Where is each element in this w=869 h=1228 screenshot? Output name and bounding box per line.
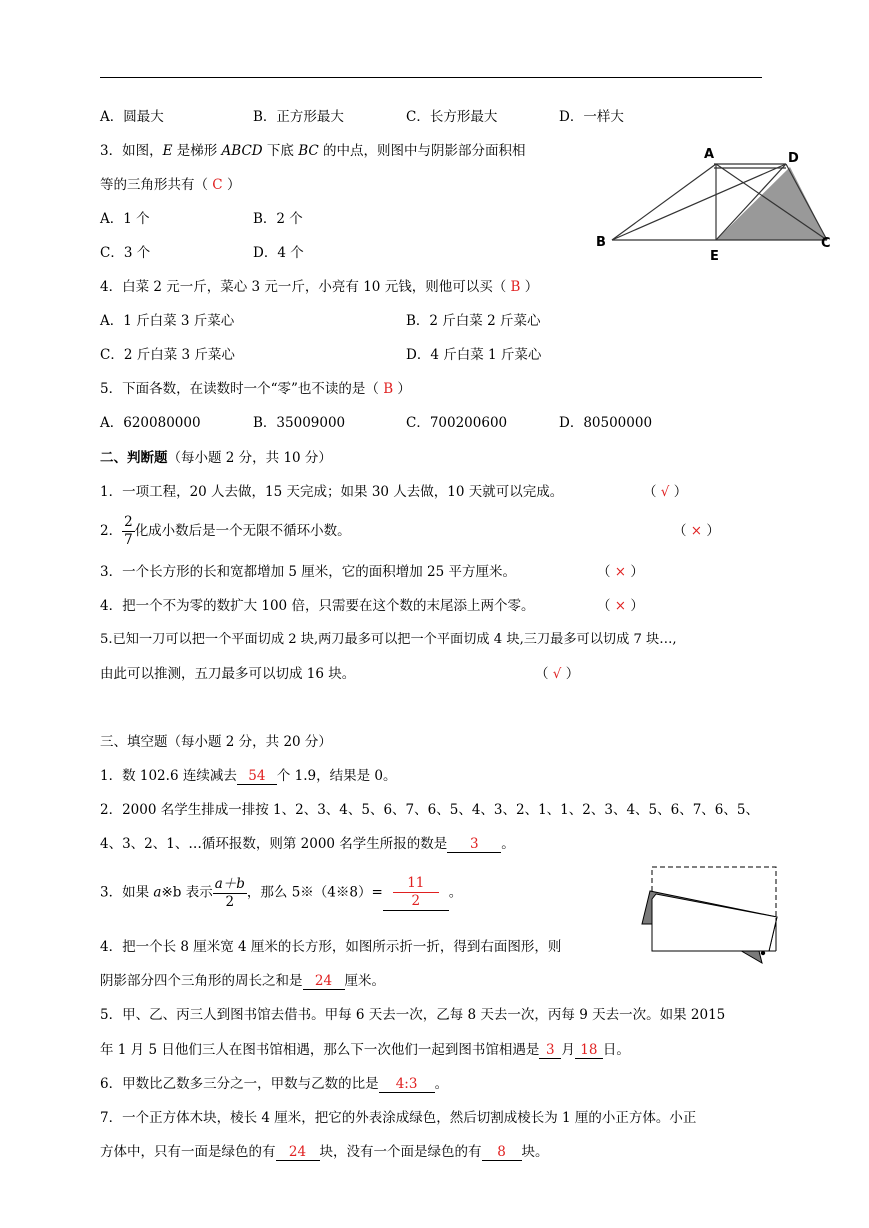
fill-text: 3．如果 xyxy=(100,884,154,901)
fill-item-5-line2 xyxy=(100,1041,630,1059)
fill-text: 6．甲数比乙数多三分之一，甲数与乙数的比是 xyxy=(100,1076,379,1092)
paren-open: （ xyxy=(673,523,687,539)
judge-text: 1．一项工程，20 人去做，15 天完成；如果 30 人去做，10 天就可以完成。 xyxy=(100,484,564,500)
q5-option-d: D．80500000 xyxy=(559,415,653,431)
judge-item-5-line2 xyxy=(100,665,355,683)
paren-close: ） xyxy=(565,666,580,682)
fill-text: 个 1.9，结果是 0。 xyxy=(276,768,397,784)
fill-answer: 54 xyxy=(237,768,277,785)
fold-point xyxy=(761,951,765,955)
frac-num: 2 xyxy=(124,514,133,530)
option-d: D．一样大 xyxy=(559,109,624,125)
q4-answer: B xyxy=(510,279,521,295)
fill-item-7-line2 xyxy=(100,1143,549,1161)
fill-item-2: 2．2000 名学生排成一排按 1、2、3、4、5、6、7、6、5、4、3、2、1、1、2、3、4、5、6、7、6、5、 xyxy=(100,802,759,818)
paren-close: ） xyxy=(630,598,644,614)
q3-paren: ） xyxy=(226,177,241,193)
fill-answer: 24 xyxy=(303,973,345,990)
option-b: B．正方形最大 xyxy=(253,109,344,125)
cross-mark: × xyxy=(690,523,703,539)
section2-heading xyxy=(100,449,332,467)
q5-option-b: B．35009000 xyxy=(253,415,346,431)
q3-option-a: A．1 个 xyxy=(100,211,150,227)
label-a: A xyxy=(704,147,715,162)
judge-mark-3 xyxy=(597,563,644,581)
frac-num: 11 xyxy=(393,875,439,893)
fill-text: 厘米。 xyxy=(344,973,385,989)
label-d: D xyxy=(788,151,799,166)
judge-text: 3．一个长方形的长和宽都增加 5 厘米，它的面积增加 25 平方厘米。 xyxy=(100,564,517,580)
paren-open: （ xyxy=(597,598,611,614)
frac-den: 7 xyxy=(124,532,133,548)
label-e: E xyxy=(710,249,719,264)
q3-answer: C xyxy=(212,177,223,193)
judge-text: 由此可以推测，五刀最多可以切成 16 块。 xyxy=(100,666,356,682)
judge-mark-5 xyxy=(535,665,579,683)
fill-text: 1．数 102.6 连续减去 xyxy=(100,768,237,784)
frac-den: 2 xyxy=(225,893,235,910)
fill-text: 日。 xyxy=(602,1042,630,1058)
q3-option-b: B．2 个 xyxy=(253,211,303,227)
q3-stem-line2 xyxy=(100,176,240,194)
section3-heading: 三、填空题（每小题 2 分，共 20 分） xyxy=(100,734,332,750)
label-c: C xyxy=(821,236,831,251)
q5-paren: ） xyxy=(397,381,411,397)
q3-text: 下底 xyxy=(262,143,299,159)
fill-answer: 24 xyxy=(276,1144,320,1161)
section2-title: 二、判断题 xyxy=(100,450,168,466)
q5-stem xyxy=(100,380,411,398)
q4-option-a: A．1 斤白菜 3 斤菜心 xyxy=(100,313,235,329)
q3-text: 等的三角形共有（ xyxy=(100,177,208,193)
fill-item-5: 5．甲、乙、丙三人到图书馆去借书。甲每 6 天去一次，乙每 8 天去一次，丙每 9 天去一次。如果 2015 xyxy=(100,1007,726,1023)
q3-text: 是梯形 xyxy=(172,143,222,159)
q4-paren: ） xyxy=(524,279,539,295)
q4-option-c: C．2 斤白菜 3 斤菜心 xyxy=(100,347,235,363)
q4-option-d: D．4 斤白菜 1 斤菜心 xyxy=(406,347,542,363)
paren-close: ） xyxy=(706,523,720,539)
fill-item-4: 4．把一个长 8 厘米宽 4 厘米的长方形，如图所示折一折，得到右面图形，则 xyxy=(100,939,562,955)
judge-mark-4 xyxy=(597,597,644,615)
fill-text: 。 xyxy=(448,884,463,901)
q4-stem xyxy=(100,278,538,296)
q3-stem xyxy=(100,142,526,160)
q3-var-abcd: ABCD xyxy=(221,143,263,159)
fill-text: 方体中，只有一面是绿色的有 xyxy=(100,1144,276,1160)
q4-text: 4．白菜 2 元一斤，菜心 3 元一斤，小亮有 10 元钱，则他可以买（ xyxy=(100,279,507,295)
fraction-2-7 xyxy=(122,514,135,549)
paren-close: ） xyxy=(673,484,688,500)
paren-open: （ xyxy=(535,666,549,682)
q3-var-bc: BC xyxy=(298,143,319,159)
fill-text: 4、3、2、1、…循环报数，则第 2000 名学生所报的数是 xyxy=(100,836,448,852)
q5-answer: B xyxy=(383,381,394,397)
section2-note: （每小题 2 分，共 10 分） xyxy=(167,450,332,466)
frac-den: 2 xyxy=(411,893,421,909)
check-mark: √ xyxy=(552,666,562,682)
paren-open: （ xyxy=(643,484,657,500)
fraction-a-plus-b xyxy=(213,876,247,911)
frac-num: a＋b xyxy=(214,875,245,892)
header-rule xyxy=(100,77,762,78)
trapezoid-figure xyxy=(590,140,840,270)
q3-text: 的中点，则图中与阴影部分面积相 xyxy=(318,143,526,159)
judge-item-3 xyxy=(100,563,516,581)
paren-open: （ xyxy=(597,564,611,580)
q5-option-c: C．700200600 xyxy=(406,415,508,431)
q3-option-d: D．4 个 xyxy=(253,245,304,261)
fill-text: ※b 表示 xyxy=(161,884,213,901)
judge-item-5 xyxy=(100,631,677,649)
white-region xyxy=(652,894,777,951)
fill-text: 块，没有一个面是绿色的有 xyxy=(319,1144,482,1160)
fill-answer-fraction xyxy=(383,875,449,911)
judge-item-1 xyxy=(100,483,563,501)
fill-text: 块。 xyxy=(521,1144,549,1160)
fill-item-1 xyxy=(100,767,396,785)
option-a: A．圆最大 xyxy=(100,109,164,125)
paren-close: ） xyxy=(630,564,644,580)
judge-text: 化成小数后是一个无限不循环小数。 xyxy=(134,523,351,539)
q3-var-e: E xyxy=(162,143,173,159)
folded-rectangle-figure xyxy=(638,864,786,974)
q4-option-b: B．2 斤白菜 2 斤菜心 xyxy=(406,313,541,329)
fill-item-6 xyxy=(100,1075,448,1093)
q3-option-c: C．3 个 xyxy=(100,245,151,261)
fill-answer-day: 18 xyxy=(575,1042,603,1059)
fill-answer: 4:3 xyxy=(379,1076,435,1093)
q3-text: 3．如图， xyxy=(100,143,163,159)
judge-text: 5.已知一刀可以把一个平面切成 2 块,两刀最多可以把一个平面切成 4 块,三刀最多可以切成 7 块…, xyxy=(100,632,677,647)
fill-answer-month: 3 xyxy=(539,1042,561,1059)
judge-num: 2． xyxy=(100,523,123,539)
fill-item-2-line2 xyxy=(100,835,515,853)
fill-text: ，那么 5※（4※8）= xyxy=(246,884,383,901)
fill-text: 。 xyxy=(501,836,515,852)
fill-item-4-line2 xyxy=(100,972,385,990)
fill-item-7: 7．一个正方体木块，棱长 4 厘米，把它的外表涂成绿色，然后切割成棱长为 1 厘的小正方体。小正 xyxy=(100,1110,697,1126)
q5-text: 5．下面各数，在读数时一个“零”也不读的是（ xyxy=(100,381,379,397)
label-b: B xyxy=(596,235,606,250)
fill-text: 。 xyxy=(434,1076,449,1092)
fill-item-3 xyxy=(100,875,462,911)
fill-text: 年 1 月 5 日他们三人在图书馆相遇，那么下一次他们一起到图书馆相遇是 xyxy=(100,1042,540,1058)
judge-item-2 xyxy=(100,514,351,549)
option-c: C．长方形最大 xyxy=(406,109,498,125)
judge-mark-2 xyxy=(673,522,720,540)
q5-option-a: A．620080000 xyxy=(100,415,201,431)
cross-mark: × xyxy=(614,564,627,580)
judge-mark-1 xyxy=(643,483,687,501)
cross-mark: × xyxy=(614,598,627,614)
fill-text: 月 xyxy=(561,1042,575,1058)
fill-answer: 3 xyxy=(447,836,501,853)
fill-text: 阴影部分四个三角形的周长之和是 xyxy=(100,973,303,989)
fill-answer: 8 xyxy=(482,1144,522,1161)
check-mark: √ xyxy=(660,484,670,500)
var-a: a xyxy=(153,884,162,901)
judge-item-4 xyxy=(100,597,534,615)
judge-text: 4．把一个不为零的数扩大 100 倍，只需要在这个数的末尾添上两个零。 xyxy=(100,598,535,614)
